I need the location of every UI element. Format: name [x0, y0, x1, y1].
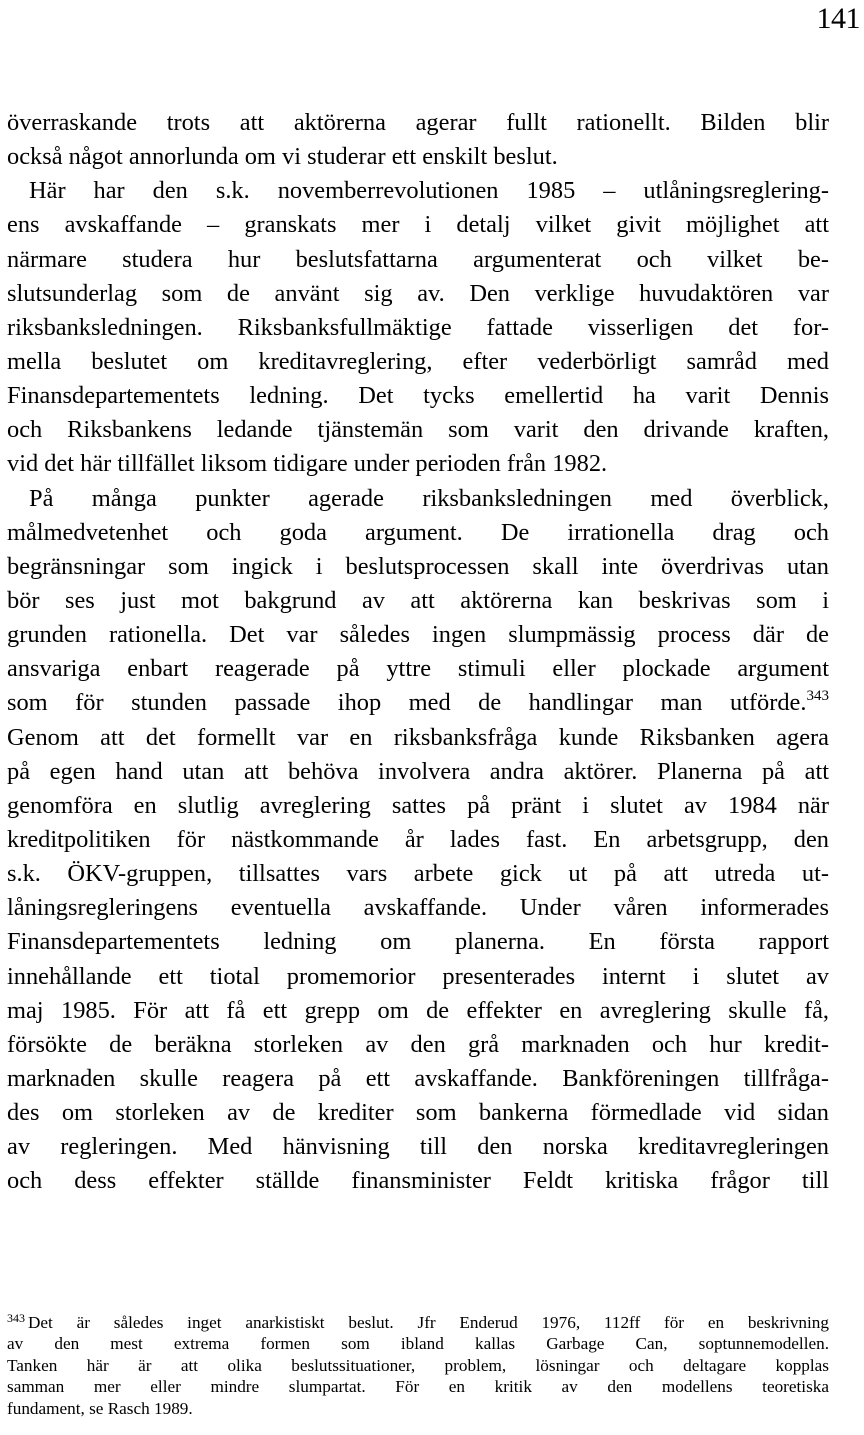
- text-line: Genom att det formellt var en riksbanksfråga kunde Riksbanken agera: [7, 723, 829, 751]
- text-line: Finansdepartementets ledning om planerna. En första rapport: [7, 928, 829, 956]
- text-line: närmare studera hur beslutsfattarna argumenterat och vilket be-: [7, 245, 829, 273]
- text-line: innehållande ett tiotal promemorior presenterades internt i slutet av: [7, 962, 829, 990]
- text-line: des om storleken av de krediter som bankerna förmedlade vid sidan: [7, 1099, 829, 1127]
- text-line: marknaden skulle reagera på ett avskaffande. Bankföreningen tillfråga-: [7, 1064, 829, 1092]
- footnote-number: 343: [7, 1311, 25, 1325]
- text-line: kreditpolitiken för nästkommande år lades fast. En arbetsgrupp, den: [7, 825, 829, 853]
- paragraph-start-line: Här har den s.k. novemberrevolutionen 1985 – utlåningsreglering-: [29, 177, 829, 205]
- text-line: grunden rationella. Det var således ingen slumpmässig process där de: [7, 621, 829, 649]
- text-line: ens avskaffande – granskats mer i detalj vilket givit möjlighet att: [7, 211, 829, 239]
- text-line: riksbanksledningen. Riksbanksfullmäktige fattade visserligen det for-: [7, 313, 829, 341]
- footnote-reference[interactable]: 343: [806, 688, 829, 705]
- text-line: genomföra en slutlig avreglering sattes på pränt i slutet av 1984 när: [7, 791, 829, 819]
- text-line: begränsningar som ingick i beslutsprocessen skall inte överdrivas utan: [7, 552, 829, 580]
- text-line: av regleringen. Med hänvisning till den norska kreditavregleringen: [7, 1133, 829, 1161]
- footnote-text: Det är således inget anarkistiskt beslut. Jfr Enderud 1976, 112ff för en beskrivning: [28, 1313, 829, 1332]
- text-line: bör ses just mot bakgrund av att aktörerna kan beskrivas som i: [7, 586, 829, 614]
- text-line: s.k. ÖKV-gruppen, tillsattes vars arbete gick ut på att utreda ut-: [7, 860, 829, 888]
- text-line-content: som för stunden passade ihop med de handlingar man utförde.: [7, 689, 807, 717]
- text-line: och Riksbankens ledande tjänstemän som varit den drivande kraften,: [7, 416, 829, 444]
- text-line: Finansdepartementets ledning. Det tycks emellertid ha varit Dennis: [7, 382, 829, 410]
- page-number: 141: [816, 2, 860, 35]
- text-line: och dess effekter ställde finansminister Feldt kritiska frågor till: [7, 1167, 829, 1195]
- footnote-line: av den mest extrema formen som ibland kallas Garbage Can, soptunnemodellen.: [7, 1334, 829, 1354]
- text-line: överraskande trots att aktörerna agerar fullt rationellt. Bilden blir: [7, 109, 829, 136]
- text-line: målmedvetenhet och goda argument. De irrationella drag och: [7, 518, 829, 546]
- text-line: maj 1985. För att få ett grepp om de effekter en avreglering skulle få,: [7, 996, 829, 1024]
- text-line: mella beslutet om kreditavreglering, efter vederbörligt samråd med: [7, 347, 829, 375]
- text-line: ansvariga enbart reagerade på yttre stimuli eller plockade argument: [7, 655, 829, 683]
- text-line: försökte de beräkna storleken av den grå marknaden och hur kredit-: [7, 1030, 829, 1058]
- footnote-line: Tanken här är att olika beslutssituationer, problem, lösningar och deltagare kopplas: [7, 1355, 829, 1375]
- text-line: på egen hand utan att behöva involvera andra aktörer. Planerna på att: [7, 757, 829, 785]
- paragraph-start-line: På många punkter agerade riksbanksledningen med överblick,: [29, 484, 829, 512]
- text-line: också något annorlunda om vi studerar ett enskilt beslut.: [7, 143, 558, 171]
- footnotes: [7, 1312, 829, 1419]
- text-line-with-footnote: [7, 686, 829, 720]
- body-text: [7, 106, 829, 1199]
- footnote-line: fundament, se Rasch 1989.: [7, 1398, 193, 1418]
- text-line: vid det här tillfället liksom tidigare under perioden från 1982.: [7, 450, 608, 478]
- text-line: slutsunderlag som de använt sig av. Den verklige huvudaktören var: [7, 279, 829, 307]
- text-line: låningsregleringens eventuella avskaffande. Under våren informerades: [7, 894, 829, 922]
- footnote-line: [7, 1312, 829, 1333]
- footnote-line: samman mer eller mindre slumpartat. För en kritik av den modellens teoretiska: [7, 1377, 829, 1397]
